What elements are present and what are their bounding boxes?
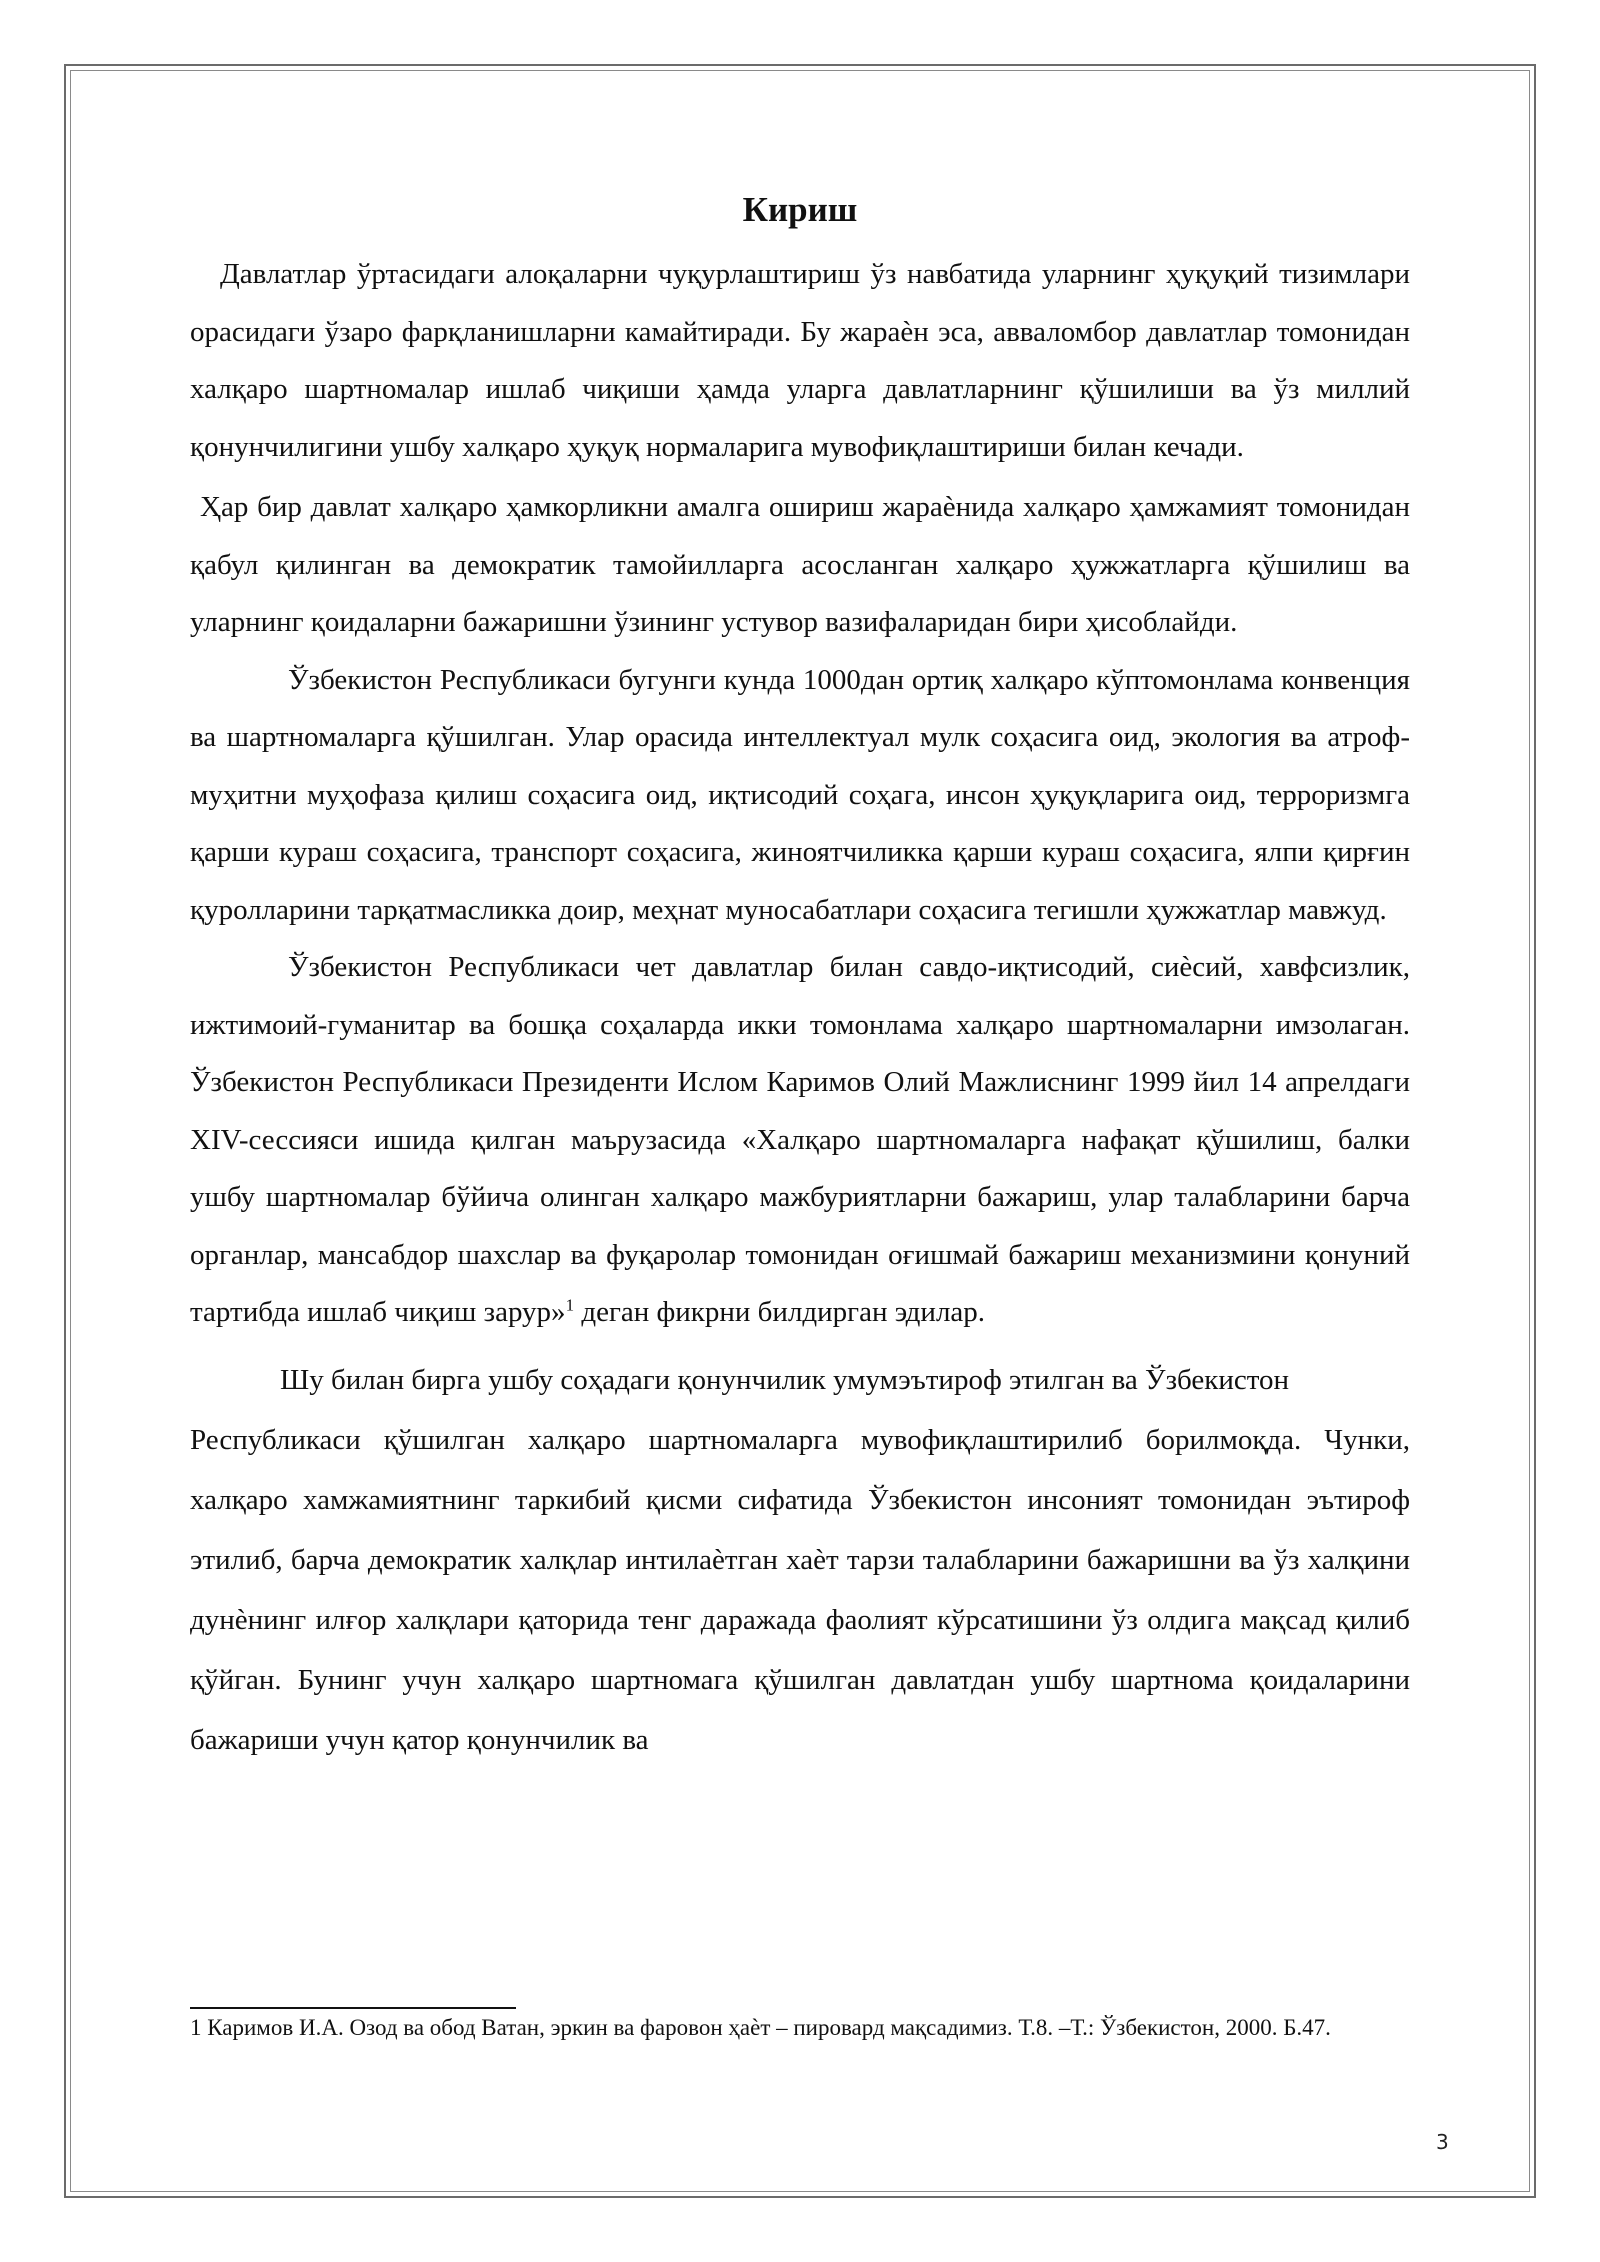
paragraph-5-first-line: Шу билан бирга ушбу соҳадаги қонунчилик умумэътироф этилган ва Ўзбекистон (280, 1363, 1290, 1396)
paragraph-4-text: Ўзбекистон Республикаси чет давлатлар билан савдо-иқтисодий, сиѐсий, хавфсизлик, ижтимоий-гуманитар ва бошқа соҳаларда икки томонлама халқаро шартномаларни имзолаган. Ўзбекистон Республикаси Президенти Ислом Каримов Олий Мажлиснинг 1999 йил 14 апрелдаги XIV-сессияси ишида қилган маърузасида «Халқаро шартномаларга нафақат қўшилиш, балки ушбу шартномалар бўйича олинган халқаро мажбуриятларни бажариш, улар талабларини барча органлар, мансабдор шахслар ва фуқаролар томонидан оғишмай бажариш механизмини қонуний тартибда ишлаб чиқиш зарур» (190, 951, 1410, 1328)
paragraph-1: Давлатлар ўртасидаги алоқаларни чуқурлаштириш ўз навбатида уларнинг ҳуқуқий тизимлари орасидаги ўзаро фарқланишларни камайтиради. Бу жараѐн эса, авваломбор давлатлар томонидан халқаро шартномалар ишлаб чиқиши ҳамда уларга давлатларнинг қўшилиши ва ўз миллий қонунчилигини ушбу халқаро ҳуқуқ нормаларига мувофиқлаштириши билан кечади. (190, 258, 1410, 463)
page-number: 3 (1436, 2130, 1449, 2154)
paragraph-2: Ҳар бир давлат халқаро ҳамкорликни амалга ошириш жараѐнида халқаро ҳамжамият томонидан қабул қилинган ва демократик тамойилларга асосланган халқаро ҳужжатларга қўшилиш ва уларнинг қоидаларни бажаришни ўзининг устувор вазифаларидан бири ҳисоблайди. (190, 491, 1410, 638)
paragraph-4 (190, 939, 1410, 1342)
paragraph-5-text: Республикаси қўшилган халқаро шартномаларга мувофиқлаштирилиб борилмоқда. Чунки, халқаро хамжамиятнинг таркибий қисми сифатида Ўзбекистон инсоният томонидан эътироф этилиб, барча демократик халқлар интилаѐтган хаѐт тарзи талабларини бажаришни ва ўз халқини дунѐнинг илғор халқлари қаторида тенг даражада фаолият кўрсатишини ўз олдига мақсад қилиб қўйган. Бунинг учун халқаро шартномага қўшилган давлатдан ушбу шартнома қоидаларини бажариши учун қатор қонунчилик ва (190, 1423, 1410, 1756)
document-title: Кириш (742, 190, 858, 229)
footnote-separator (190, 2007, 516, 2009)
footnote-reference[interactable]: 1 (565, 1295, 575, 1315)
paragraph-4-tail: деган фикрни билдирган эдилар. (581, 1296, 986, 1328)
document-body (190, 188, 1410, 1770)
paragraph-3: Ўзбекистон Республикаси бугунги кунда 1000дан ортиқ халқаро кўптомонлама конвенция ва шартномаларга қўшилган. Улар орасида интеллектуал мулк соҳасига оид, экология ва атроф-муҳитни муҳофаза қилиш соҳасига оид, иқтисодий соҳага, инсон ҳуқуқларига оид, терроризмга қарши кураш соҳасига, транспорт соҳасига, жиноятчиликка қарши кураш соҳасига, ялпи қирғин қуролларини тарқатмасликка доир, меҳнат муносабатлари соҳасига тегишли ҳужжатлар мавжуд. (190, 663, 1410, 926)
footnote-text: 1 Каримов И.А. Озод ва обод Ватан, эркин ва фаровон ҳаѐт – пировард мақсадимиз. Т.8. –Т.: Ўзбекистон, 2000. Б.47. (190, 2015, 1331, 2040)
paragraph-5 (190, 1350, 1410, 1770)
